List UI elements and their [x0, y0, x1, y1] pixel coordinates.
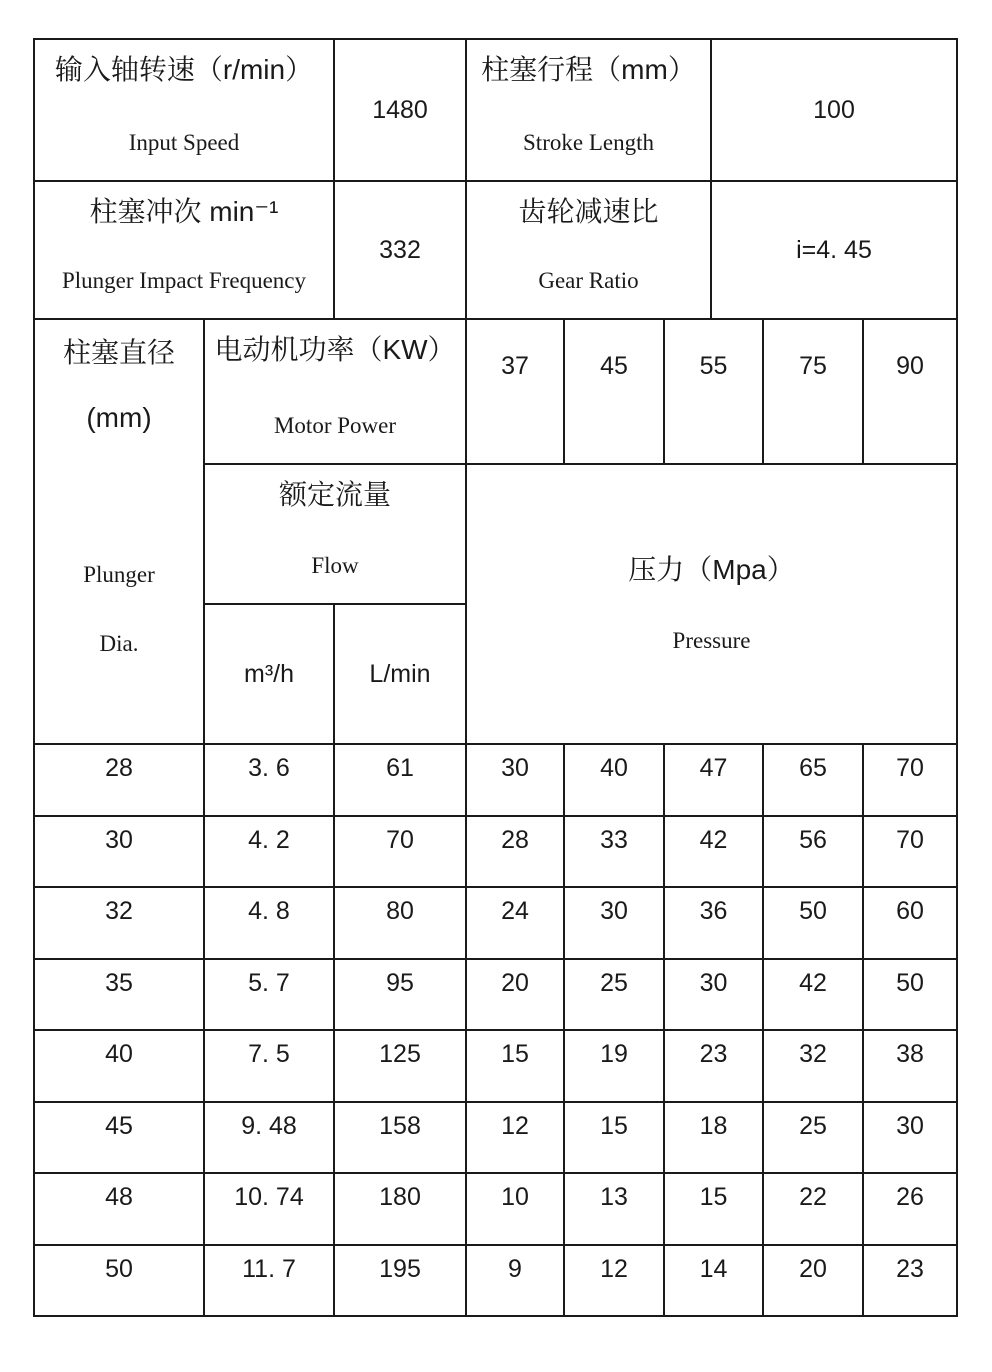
data-cell: 18	[665, 1103, 762, 1173]
impact-frequency-label	[35, 182, 333, 318]
data-cell: 32	[35, 888, 203, 958]
data-cell: 15	[565, 1103, 663, 1173]
pressure-zh: 压力（Mpa）	[628, 553, 795, 585]
data-cell: 30	[665, 960, 762, 1030]
plunger-dia-unit: (mm)	[86, 401, 152, 433]
plunger-dia-zh: 柱塞直径	[62, 337, 175, 368]
motor-power-value: 90	[864, 320, 956, 463]
data-cell: 35	[35, 960, 203, 1030]
flow-unit-lmin: L/min	[335, 605, 465, 743]
data-cell: 50	[764, 888, 862, 958]
data-cell: 13	[565, 1174, 663, 1244]
data-cell: 15	[665, 1174, 762, 1244]
data-cell: 11. 7	[205, 1246, 333, 1316]
pressure-header	[467, 465, 956, 743]
data-cell: 36	[665, 888, 762, 958]
motor-power-value: 45	[565, 320, 663, 463]
impact-frequency-value: 332	[335, 182, 465, 318]
data-cell: 33	[565, 817, 663, 887]
data-cell: 10. 74	[205, 1174, 333, 1244]
gear-ratio-label-en: Gear Ratio	[538, 267, 639, 293]
data-cell: 48	[35, 1174, 203, 1244]
data-cell: 14	[665, 1246, 762, 1316]
flow-zh: 额定流量	[278, 479, 391, 510]
gear-ratio-label	[467, 182, 710, 318]
gear-ratio-value: i=4. 45	[712, 182, 956, 318]
data-cell: 180	[335, 1174, 465, 1244]
motor-power-value: 37	[467, 320, 563, 463]
data-cell: 125	[335, 1031, 465, 1101]
flow-unit-m3h: m³/h	[205, 605, 333, 743]
flow-en: Flow	[311, 552, 359, 578]
data-cell: 20	[764, 1246, 862, 1316]
data-cell: 15	[467, 1031, 563, 1101]
data-cell: 4. 8	[205, 888, 333, 958]
data-cell: 38	[864, 1031, 956, 1101]
plunger-dia-en2: Dia.	[99, 630, 139, 656]
data-cell: 25	[764, 1103, 862, 1173]
data-cell: 42	[764, 960, 862, 1030]
data-cell: 30	[864, 1103, 956, 1173]
data-cell: 61	[335, 745, 465, 815]
top-section	[35, 40, 956, 318]
flow-header	[205, 465, 465, 603]
data-cell: 40	[565, 745, 663, 815]
motor-power-value: 75	[764, 320, 862, 463]
plunger-dia-en1: Plunger	[83, 561, 155, 587]
data-cell: 45	[35, 1103, 203, 1173]
data-cell: 24	[467, 888, 563, 958]
data-cell: 26	[864, 1174, 956, 1244]
data-cell: 47	[665, 745, 762, 815]
data-cell: 7. 5	[205, 1031, 333, 1101]
motor-power-en: Motor Power	[273, 412, 397, 438]
stroke-length-value: 100	[712, 40, 956, 180]
data-cell: 12	[565, 1246, 663, 1316]
stroke-length-label	[467, 40, 710, 180]
gear-ratio-label-zh: 齿轮减速比	[518, 196, 659, 227]
data-cell: 23	[665, 1031, 762, 1101]
data-cell: 4. 2	[205, 817, 333, 887]
input-speed-label-zh: 输入轴转速（r/min）	[54, 54, 314, 85]
data-cell: 158	[335, 1103, 465, 1173]
data-cell: 32	[764, 1031, 862, 1101]
input-speed-label-en: Input Speed	[128, 129, 240, 155]
input-speed-label	[35, 40, 333, 180]
impact-frequency-label-en: Plunger Impact Frequency	[62, 267, 306, 293]
impact-frequency-label-zh: 柱塞冲次 min⁻¹	[89, 196, 279, 227]
data-cell: 30	[565, 888, 663, 958]
main-grid	[35, 320, 956, 1315]
data-cell: 30	[467, 745, 563, 815]
plunger-dia-header	[35, 320, 203, 743]
data-cell: 9	[467, 1246, 563, 1316]
data-cell: 28	[467, 817, 563, 887]
data-cell: 25	[565, 960, 663, 1030]
data-cell: 9. 48	[205, 1103, 333, 1173]
data-cell: 65	[764, 745, 862, 815]
data-cell: 5. 7	[205, 960, 333, 1030]
data-cell: 70	[335, 817, 465, 887]
data-cell: 60	[864, 888, 956, 958]
data-cell: 23	[864, 1246, 956, 1316]
pressure-en: Pressure	[672, 627, 751, 653]
data-cell: 3. 6	[205, 745, 333, 815]
data-cell: 28	[35, 745, 203, 815]
data-cell: 80	[335, 888, 465, 958]
motor-power-zh: 电动机功率（KW）	[214, 334, 456, 365]
data-cell: 40	[35, 1031, 203, 1101]
data-cell: 19	[565, 1031, 663, 1101]
data-cell: 42	[665, 817, 762, 887]
data-cell: 10	[467, 1174, 563, 1244]
spec-table	[33, 38, 958, 1317]
motor-power-value: 55	[665, 320, 762, 463]
input-speed-value: 1480	[335, 40, 465, 180]
data-cell: 70	[864, 817, 956, 887]
data-cell: 95	[335, 960, 465, 1030]
stroke-length-label-en: Stroke Length	[523, 129, 654, 155]
stroke-length-label-zh: 柱塞行程（mm）	[481, 54, 696, 85]
data-cell: 22	[764, 1174, 862, 1244]
data-cell: 195	[335, 1246, 465, 1316]
data-cell: 30	[35, 817, 203, 887]
data-cell: 70	[864, 745, 956, 815]
data-cell: 50	[864, 960, 956, 1030]
data-cell: 56	[764, 817, 862, 887]
data-cell: 20	[467, 960, 563, 1030]
data-cell: 12	[467, 1103, 563, 1173]
motor-power-header	[205, 320, 465, 463]
data-cell: 50	[35, 1246, 203, 1316]
